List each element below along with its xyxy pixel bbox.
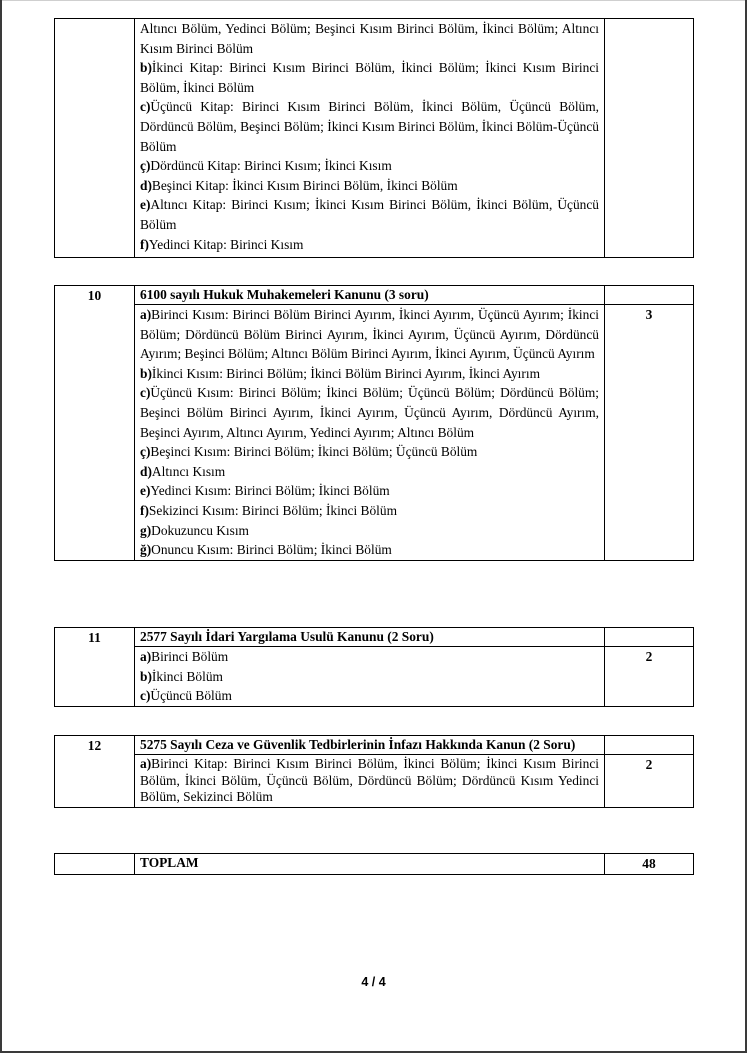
- table-row: [55, 305, 694, 561]
- section-topics: [135, 755, 605, 808]
- list-item: b)İkinci Kısım: Birinci Bölüm; İkinci Bölüm Birinci Ayırım, İkinci Ayırım: [140, 365, 540, 381]
- question-count: 2: [605, 647, 694, 707]
- total-empty-cell: [55, 854, 135, 875]
- list-item: ç)Dördüncü Kitap: Birinci Kısım; İkinci Kısım: [140, 158, 392, 174]
- section-number: [55, 19, 135, 258]
- table-row: [55, 19, 694, 258]
- header-empty-cell: [605, 736, 694, 755]
- list-item: b)İkinci Kitap: Birinci Kısım Birinci Bölüm, İkinci Bölüm; İkinci Kısım Birinci Bölüm, İkinci Bölüm: [140, 60, 599, 95]
- question-count: 2: [605, 755, 694, 808]
- list-item: c)Üçüncü Bölüm: [140, 688, 232, 704]
- section-topics: [135, 19, 605, 258]
- page-frame-left: [0, 0, 2, 1053]
- section-table-10: [54, 285, 694, 561]
- section-number: 12: [55, 736, 135, 808]
- section-title: 5275 Sayılı Ceza ve Güvenlik Tedbirlerinin İnfazı Hakkında Kanun (2 Soru): [135, 736, 605, 755]
- section-number: 10: [55, 286, 135, 561]
- list-item: ğ)Onuncu Kısım: Birinci Bölüm; İkinci Bölüm: [140, 542, 392, 558]
- list-item: e)Yedinci Kısım: Birinci Bölüm; İkinci Bölüm: [140, 483, 390, 499]
- section-title: 2577 Sayılı İdari Yargılama Usulü Kanunu (2 Soru): [135, 628, 605, 647]
- header-empty-cell: [605, 628, 694, 647]
- table-row: [55, 736, 694, 755]
- page-frame-top: [0, 0, 747, 1]
- table-row: [55, 628, 694, 647]
- total-table: [54, 853, 694, 875]
- section-topics: [135, 305, 605, 561]
- list-item: b)İkinci Bölüm: [140, 668, 223, 684]
- question-count: [605, 19, 694, 258]
- table-row: [55, 755, 694, 808]
- list-item: Altıncı Bölüm, Yedinci Bölüm; Beşinci Kısım Birinci Bölüm, İkinci Bölüm; Altıncı Kısım Birinci Bölüm: [140, 21, 599, 56]
- section-table-11: [54, 627, 694, 707]
- list-item: a)Birinci Kitap: Birinci Kısım Birinci Bölüm, İkinci Bölüm; İkinci Kısım Birinci Bölüm, İkinci Bölüm, Üçüncü Bölüm, Dördüncü Bölüm; Dördüncü Kısım Yedinci Bölüm, Sekizinci Bölüm: [140, 756, 599, 804]
- table-row: [55, 854, 694, 875]
- list-item: g)Dokuzuncu Kısım: [140, 522, 249, 538]
- list-item: c)Üçüncü Kısım: Birinci Bölüm; İkinci Bölüm; Üçüncü Bölüm; Dördüncü Bölüm; Beşinci Bölüm Birinci Ayırım, İkinci Ayırım, Üçüncü Ayırım, Dördüncü Ayırım, Beşinci Ayırım, Altıncı Ayırım, Yedinci Ayırım; Altıncı Bölüm: [140, 385, 599, 440]
- table-row: [55, 286, 694, 305]
- list-item: a)Birinci Kısım: Birinci Bölüm Birinci Ayırım, İkinci Ayırım, Üçüncü Ayırım; İkinci Bölüm; Dördüncü Bölüm Birinci Ayırım, İkinci Ayırım, Üçüncü Ayırım, Dördüncü Ayırım; Beşinci Bölüm; Altıncı Bölüm Birinci Ayırım, İkinci Ayırım, Üçüncü Ayırım: [140, 307, 599, 362]
- list-item: d)Altıncı Kısım: [140, 463, 226, 479]
- total-value: 48: [605, 854, 694, 875]
- list-item: d)Beşinci Kitap: İkinci Kısım Birinci Bölüm, İkinci Bölüm: [140, 177, 458, 193]
- total-label: TOPLAM: [135, 854, 605, 875]
- question-count: 3: [605, 305, 694, 561]
- list-item: a)Birinci Bölüm: [140, 649, 229, 664]
- list-item: f)Yedinci Kitap: Birinci Kısım: [140, 236, 304, 252]
- section-table-continued: [54, 18, 694, 258]
- section-title: 6100 sayılı Hukuk Muhakemeleri Kanunu (3 soru): [135, 286, 605, 305]
- list-item: f)Sekizinci Kısım: Birinci Bölüm; İkinci Bölüm: [140, 502, 398, 518]
- list-item: ç)Beşinci Kısım: Birinci Bölüm; İkinci Bölüm; Üçüncü Bölüm: [140, 444, 478, 460]
- list-item: e)Altıncı Kitap: Birinci Kısım; İkinci Kısım Birinci Bölüm, İkinci Bölüm, Üçüncü Bölüm: [140, 197, 599, 232]
- page-number: 4 / 4: [361, 975, 386, 989]
- section-table-12: [54, 735, 694, 808]
- list-item: c)Üçüncü Kitap: Birinci Kısım Birinci Bölüm, İkinci Bölüm, Üçüncü Bölüm, Dördüncü Bölüm, Beşinci Bölüm; İkinci Kısım Birinci Bölüm, İkinci Bölüm-Üçüncü Bölüm: [140, 99, 599, 154]
- section-number: 11: [55, 628, 135, 707]
- section-topics: [135, 647, 605, 707]
- header-empty-cell: [605, 286, 694, 305]
- table-row: [55, 647, 694, 707]
